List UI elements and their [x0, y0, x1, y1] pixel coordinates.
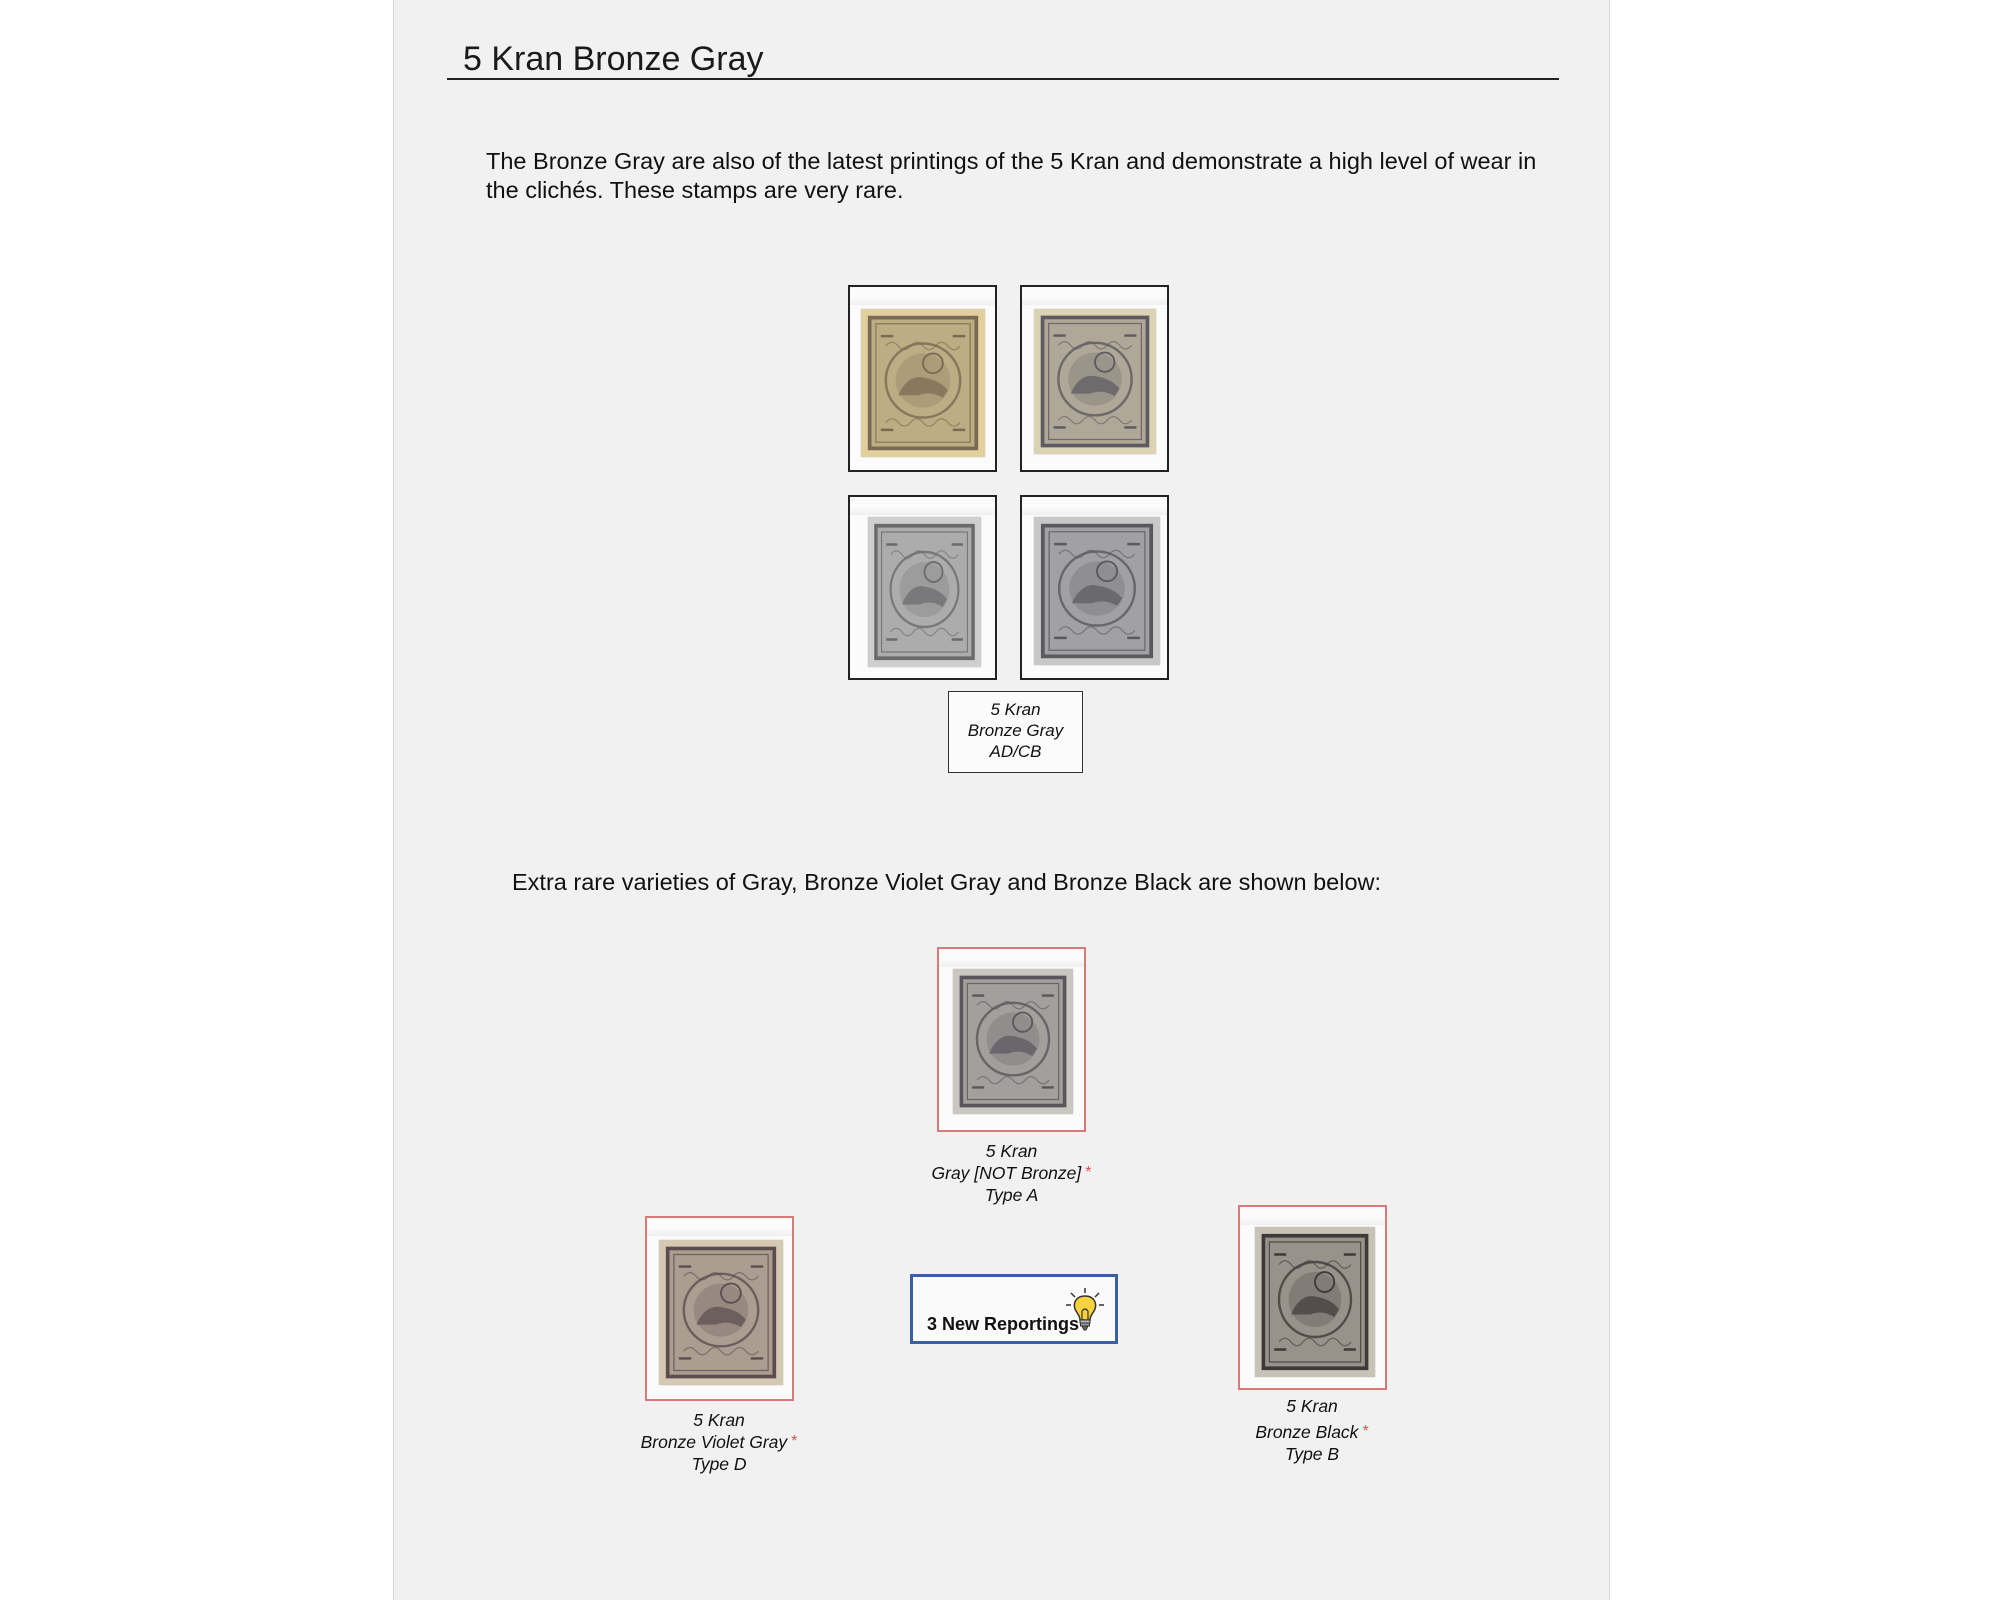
stamp-top-right	[1034, 309, 1156, 454]
caption-gray	[904, 1140, 1119, 1206]
album-page	[393, 0, 1610, 1600]
stamp-bronze-violet-gray	[659, 1240, 783, 1385]
caption-line: Bronze Black	[1255, 1422, 1359, 1442]
caption-bronze-violet-gray	[599, 1409, 839, 1475]
varieties-heading: Extra rare varieties of Gray, Bronze Violet Gray and Bronze Black are shown below:	[512, 869, 1382, 895]
stamp-gray	[953, 969, 1073, 1114]
caption-line: 5 Kran	[1286, 1396, 1338, 1416]
stamp-mount-bottom-left	[848, 495, 997, 680]
stamp-mount-top-left	[848, 285, 997, 472]
title-rule	[447, 78, 1559, 80]
caption-line: 5 Kran	[990, 700, 1041, 719]
page-title: 5 Kran Bronze Gray	[463, 40, 764, 78]
caption-line: Type A	[984, 1185, 1039, 1205]
stamp-mount-gray	[937, 947, 1086, 1132]
new-reportings-notice	[910, 1274, 1118, 1344]
caption-line: 5 Kran	[693, 1410, 745, 1430]
stamp-mount-bronze-violet-gray	[645, 1216, 794, 1401]
caption-line: Gray [NOT Bronze]	[931, 1163, 1082, 1183]
lightbulb-icon	[1065, 1287, 1105, 1333]
stamp-bottom-left	[868, 517, 981, 667]
caption-line: Bronze Violet Gray	[640, 1432, 788, 1452]
rarity-star-icon: *	[1362, 1423, 1369, 1440]
block-caption	[948, 691, 1083, 773]
stamp-bronze-black	[1255, 1227, 1375, 1377]
stamp-mount-bottom-right	[1020, 495, 1169, 680]
caption-line: 5 Kran	[985, 1141, 1038, 1161]
caption-line: Bronze Gray	[967, 721, 1064, 740]
stamp-top-left	[861, 309, 985, 457]
stamp-mount-top-right	[1020, 285, 1169, 472]
rarity-star-icon: *	[1085, 1164, 1092, 1181]
caption-bronze-black	[1202, 1395, 1422, 1465]
caption-line: Type D	[691, 1454, 747, 1474]
caption-line: AD/CB	[989, 742, 1042, 761]
rarity-star-icon: *	[791, 1433, 798, 1450]
intro-paragraph: The Bronze Gray are also of the latest printings of the 5 Kran and demonstrate a high level of wear in the clichés. These stamps are very rare.	[486, 148, 1537, 203]
stamp-mount-bronze-black	[1238, 1205, 1387, 1390]
notice-text: 3 New Reportings	[927, 1314, 1080, 1334]
caption-line: Type B	[1284, 1444, 1340, 1464]
stamp-bottom-right	[1034, 517, 1160, 665]
